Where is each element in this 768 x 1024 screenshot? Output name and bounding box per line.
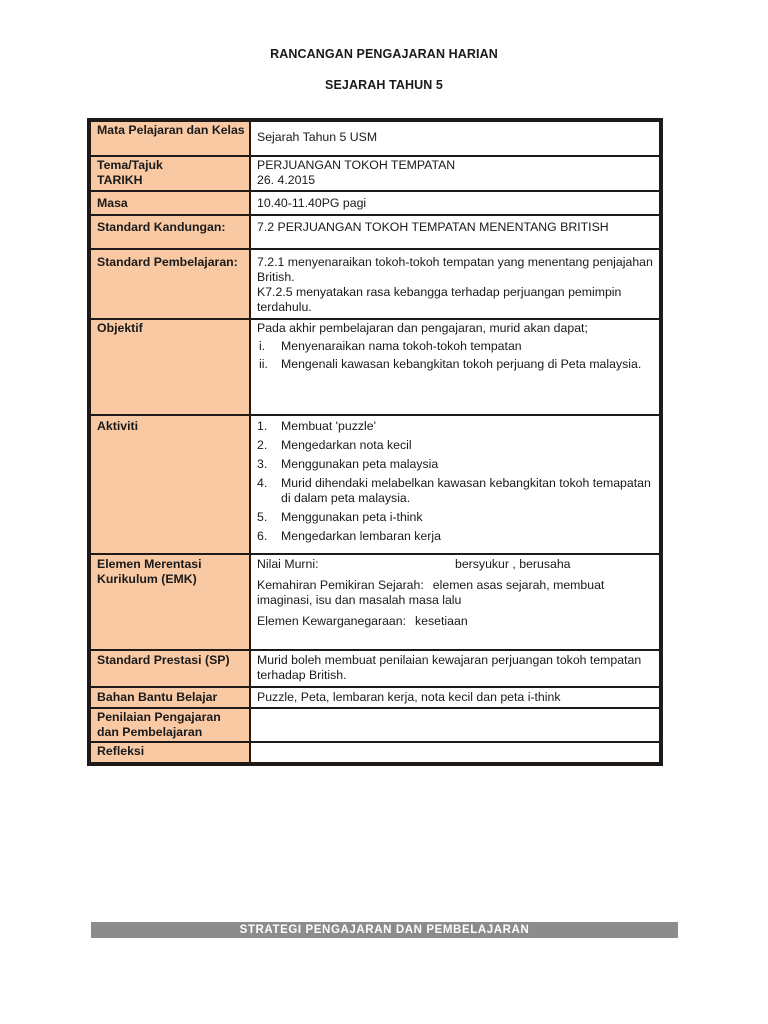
table-row-standard-kandungan <box>90 215 660 249</box>
row-label-bahan <box>90 687 250 708</box>
list-marker: 5. <box>257 510 268 524</box>
penilaian-label: Penilaian Pengajaran dan Pembelajaran <box>97 710 221 739</box>
table-row-mata-pelajaran <box>90 121 660 156</box>
row-label-standard-kandungan <box>90 215 250 249</box>
list-text: Menyenaraikan nama tokoh-tokoh tempatan <box>281 339 522 353</box>
table-row-emk <box>90 554 660 650</box>
list-item <box>257 510 653 525</box>
row-value-objektif <box>250 319 660 415</box>
list-item <box>257 529 653 544</box>
list-marker: 1. <box>257 419 268 433</box>
kemahiran-row <box>257 578 653 608</box>
masa-value: 10.40-11.40PG pagi <box>257 196 367 210</box>
objektif-intro: Pada akhir pembelajaran dan pengajaran, murid akan dapat; <box>257 321 588 335</box>
row-value-standard-kandungan <box>250 215 660 249</box>
row-value-masa <box>250 191 660 215</box>
nilai-murni-row <box>257 557 653 572</box>
row-value-mata-pelajaran <box>250 121 660 156</box>
objektif-label: Objektif <box>97 321 143 335</box>
row-value-refleksi <box>250 742 660 763</box>
table-row-standard-pembelajaran <box>90 249 660 319</box>
row-value-emk <box>250 554 660 650</box>
objektif-list <box>257 339 653 372</box>
aktiviti-label: Aktiviti <box>97 419 138 433</box>
standard-kandungan-label: Standard Kandungan: <box>97 220 226 234</box>
list-marker: 2. <box>257 438 268 452</box>
lesson-plan-table <box>89 120 661 764</box>
row-label-aktiviti <box>90 415 250 554</box>
list-marker: i. <box>259 339 266 353</box>
tema-label: Tema/Tajuk <box>97 158 163 172</box>
nilai-murni-key: Nilai Murni: <box>257 557 319 571</box>
tema-value: PERJUANGAN TOKOH TEMPATAN <box>257 158 456 172</box>
nilai-murni-value: bersyukur , berusaha <box>455 557 571 571</box>
strategy-banner: STRATEGI PENGAJARAN DAN PEMBELAJARAN <box>91 922 678 938</box>
list-marker: ii. <box>259 357 268 371</box>
row-label-tema <box>90 156 250 191</box>
table-row-masa <box>90 191 660 215</box>
list-text: Mengedarkan nota kecil <box>281 438 412 452</box>
row-value-penilaian <box>250 708 660 742</box>
list-text: Menggunakan peta i-think <box>281 510 423 524</box>
refleksi-label: Refleksi <box>97 744 145 758</box>
tarikh-value: 26. 4.2015 <box>257 173 316 187</box>
aktiviti-list <box>257 419 653 544</box>
list-item <box>257 419 653 434</box>
list-text: Murid dihendaki melabelkan kawasan kebangkitan tokoh temapatan di dalam peta malaysia. <box>281 476 651 505</box>
list-marker: 4. <box>257 476 268 490</box>
standard-prestasi-value: Murid boleh membuat penilaian kewajaran perjuangan tokoh tempatan terhadap British. <box>257 653 642 682</box>
table-row-aktiviti <box>90 415 660 554</box>
standard-pembelajaran-label: Standard Pembelajaran: <box>97 255 238 269</box>
list-text: Membuat 'puzzle' <box>281 419 376 433</box>
list-item <box>257 357 653 372</box>
list-text: Menggunakan peta malaysia <box>281 457 439 471</box>
list-item <box>257 438 653 453</box>
table-row-objektif <box>90 319 660 415</box>
table-row-bahan <box>90 687 660 708</box>
bahan-value: Puzzle, Peta, lembaran kerja, nota kecil dan peta i-think <box>257 690 561 704</box>
masa-label: Masa <box>97 196 128 210</box>
row-label-penilaian <box>90 708 250 742</box>
row-value-bahan <box>250 687 660 708</box>
row-label-standard-prestasi <box>90 650 250 687</box>
kewarganegaraan-value: kesetiaan <box>415 614 468 628</box>
list-item <box>257 476 653 506</box>
kewarganegaraan-row <box>257 614 653 629</box>
table-row-tema <box>90 156 660 191</box>
row-value-standard-pembelajaran <box>250 249 660 319</box>
row-label-objektif <box>90 319 250 415</box>
bahan-label: Bahan Bantu Belajar <box>97 690 218 704</box>
kewarganegaraan-key: Elemen Kewarganegaraan: <box>257 614 407 628</box>
row-value-standard-prestasi <box>250 650 660 687</box>
row-label-mata-pelajaran: Mata Pelajaran dan Kelas <box>90 121 250 156</box>
standard-prestasi-label: Standard Prestasi (SP) <box>97 653 230 667</box>
table-row-refleksi <box>90 742 660 763</box>
row-label-masa <box>90 191 250 215</box>
row-label-standard-pembelajaran <box>90 249 250 319</box>
standard-kandungan-value: 7.2 PERJUANGAN TOKOH TEMPATAN MENENTANG BRITISH <box>257 220 609 234</box>
page-subtitle: SEJARAH TAHUN 5 <box>325 78 443 92</box>
emk-label: Elemen Merentasi Kurikulum (EMK) <box>97 557 202 586</box>
page-title: RANCANGAN PENGAJARAN HARIAN <box>270 47 498 61</box>
row-value-tema <box>250 156 660 191</box>
list-item <box>257 457 653 472</box>
table-row-penilaian <box>90 708 660 742</box>
standard-pembelajaran-value-1: 7.2.1 menyenaraikan tokoh-tokoh tempatan yang menentang penjajahan British. <box>257 255 653 284</box>
tarikh-label: TARIKH <box>97 173 143 187</box>
list-marker: 6. <box>257 529 268 543</box>
mata-pelajaran-value: Sejarah Tahun 5 USM <box>257 130 378 144</box>
list-item <box>257 339 653 354</box>
list-text: Mengedarkan lembaran kerja <box>281 529 441 543</box>
row-label-refleksi <box>90 742 250 763</box>
list-text: Mengenali kawasan kebangkitan tokoh perjuang di Peta malaysia. <box>281 357 642 371</box>
list-marker: 3. <box>257 457 268 471</box>
table-row-standard-prestasi <box>90 650 660 687</box>
kemahiran-key: Kemahiran Pemikiran Sejarah: <box>257 578 424 592</box>
standard-pembelajaran-value-2: K7.2.5 menyatakan rasa kebangga terhadap perjuangan pemimpin terdahulu. <box>257 285 622 314</box>
kemahiran-value: elemen asas sejarah, membuat imaginasi, isu dan masalah masa lalu <box>257 578 605 607</box>
row-value-aktiviti <box>250 415 660 554</box>
row-label-emk <box>90 554 250 650</box>
